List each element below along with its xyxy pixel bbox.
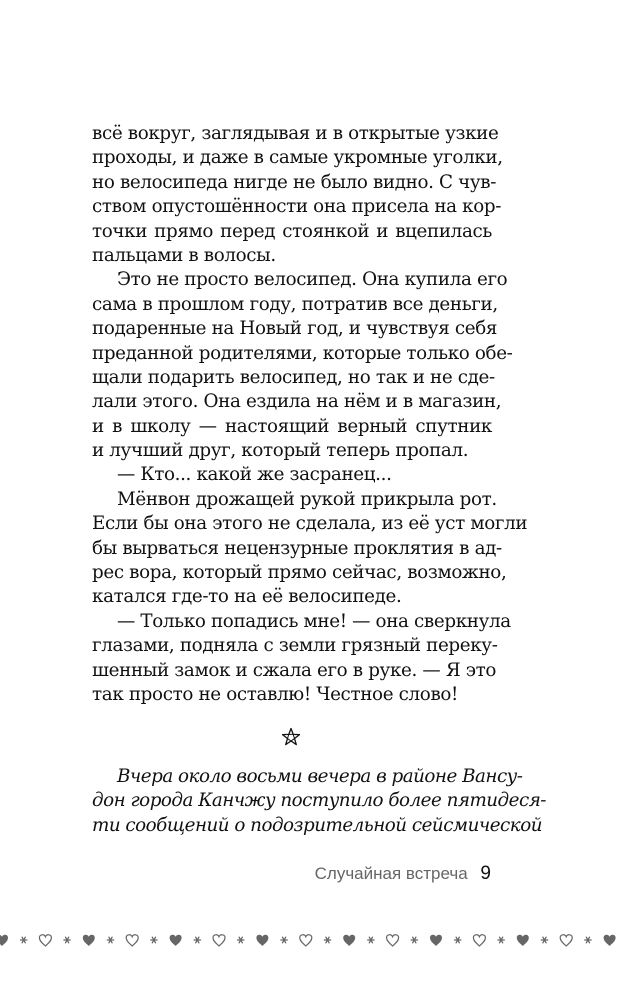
- text-line: Если бы она этого не сделала, из её уст могли: [92, 513, 528, 535]
- text-line: но велосипеда нигде не было видно. С чув-: [92, 171, 497, 193]
- text-line: и в школу — настоящий верный спутник: [92, 415, 492, 437]
- filled-heart-icon: [256, 935, 268, 946]
- text-line: глазами, подняла с земли грязный переку-: [92, 635, 498, 657]
- asterisk-icon: [64, 937, 70, 943]
- asterisk-icon: [281, 937, 287, 943]
- page-footer: [315, 863, 491, 885]
- text-line: подаренные на Новый год, и чувствуя себя: [92, 318, 498, 340]
- filled-heart-icon: [517, 935, 529, 946]
- text-line: бы вырваться нецензурные проклятия в ад-: [92, 537, 502, 559]
- text-line: шенный замок и сжала его в руке. — Я это: [92, 659, 497, 681]
- text-line: рес вора, который прямо сейчас, возможно,: [92, 562, 507, 584]
- outline-heart-icon: [213, 935, 225, 946]
- text-line: — Только попадись мне! — она сверкнула: [117, 610, 511, 632]
- outline-heart-icon: [300, 935, 312, 946]
- asterisk-icon: [498, 937, 504, 943]
- asterisk-icon: [411, 937, 417, 943]
- asterisk-icon: [21, 937, 27, 943]
- page-number: 9: [480, 863, 491, 884]
- outline-heart-icon: [387, 935, 399, 946]
- text-line: ством опустошённости она присела на кор-: [92, 196, 502, 218]
- asterisk-icon: [324, 937, 330, 943]
- asterisk-icon: [107, 937, 113, 943]
- asterisk-icon: [541, 937, 547, 943]
- asterisk-icon: [238, 937, 244, 943]
- text-line: так просто не оставлю! Честное слово!: [92, 683, 459, 705]
- text-line: дон города Канчжу поступило более пятидеся-: [92, 790, 546, 812]
- asterisk-icon: [194, 937, 200, 943]
- pentagram-star-icon: [281, 727, 301, 747]
- text-line: ти сообщений о подозрительной сейсмической: [92, 814, 542, 836]
- filled-heart-icon: [430, 935, 442, 946]
- filled-heart-icon: [83, 935, 95, 946]
- text-line: всё вокруг, заглядывая и в открытые узкие: [92, 123, 499, 144]
- main-text: [92, 122, 528, 707]
- text-line: лали этого. Она ездила на нём и в магазин,: [92, 391, 502, 413]
- text-line: проходы, и даже в самые укромные уголки,: [92, 147, 503, 169]
- text-line: сама в прошлом году, потратив все деньги,: [92, 293, 498, 315]
- text-line: щали подарить велосипед, но так и не сде-: [92, 366, 495, 388]
- text-line: Это не просто велосипед. Она купила его: [117, 269, 508, 291]
- text-line: точки прямо перед стоянкой и вцепилась: [92, 220, 492, 242]
- filled-heart-icon: [170, 935, 182, 946]
- text-line: катался где-то на её велосипеде.: [92, 586, 402, 608]
- asterisk-icon: [455, 937, 461, 943]
- asterisk-icon: [585, 937, 591, 943]
- asterisk-icon: [368, 937, 374, 943]
- outline-heart-icon: [560, 935, 572, 946]
- text-line: — Кто... какой же засранец...: [117, 464, 392, 486]
- filled-heart-icon: [343, 935, 355, 946]
- ornament-border: [0, 930, 619, 950]
- text-line: Вчера около восьми вечера в районе Вансу-: [117, 766, 523, 787]
- filled-heart-icon: [604, 935, 616, 946]
- asterisk-icon: [151, 937, 157, 943]
- text-line: преданной родителями, которые только обе-: [92, 342, 513, 364]
- outline-heart-icon: [473, 935, 485, 946]
- filled-heart-icon: [0, 935, 8, 946]
- italic-news-text: [92, 765, 546, 838]
- outline-heart-icon: [39, 935, 51, 946]
- running-title: Случайная встреча: [314, 864, 468, 883]
- outline-heart-icon: [126, 935, 138, 946]
- text-line: пальцами в волосы.: [92, 244, 276, 266]
- text-line: Мёнвон дрожащей рукой прикрыла рот.: [117, 488, 497, 510]
- text-line: и лучший друг, который теперь пропал.: [92, 440, 469, 462]
